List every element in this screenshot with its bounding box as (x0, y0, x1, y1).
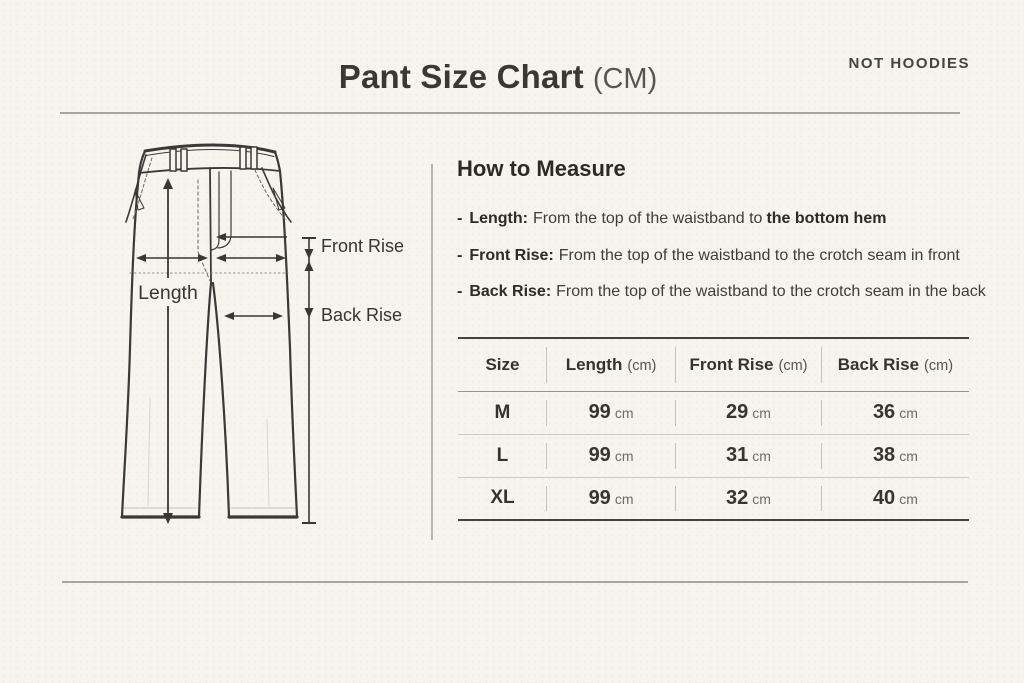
measure-item-back-rise (457, 283, 986, 301)
measure-item-label: Front Rise: (469, 247, 554, 264)
right-pocket-opening (262, 168, 291, 222)
center-front-seam (210, 168, 211, 283)
left-side-seam (122, 151, 145, 517)
measure-item-text: From the top of the waistband to the crotch seam in front (558, 247, 960, 264)
how-to-measure-heading: How to Measure (457, 156, 626, 181)
pants-diagram (88, 128, 433, 553)
bullet-dash: - (457, 210, 463, 227)
page-title: Pant Size Chart (338, 58, 584, 95)
measure-item-front-rise (457, 247, 960, 265)
front-rise-cell: 31 cm (675, 434, 822, 477)
table-row-m (458, 391, 969, 434)
measure-item-label: Length: (469, 210, 528, 227)
table-row-l (458, 434, 969, 477)
bullet-dash: - (457, 247, 463, 264)
header-divider (60, 112, 960, 114)
back-rise-cell: 40 cm (872, 486, 918, 509)
size-cell: L (458, 434, 547, 477)
front-rise-cell: 32 cm (675, 477, 822, 520)
fly-stitch-inner (211, 172, 219, 250)
back-rise-cell: 38 cm (872, 444, 918, 466)
length-cell: 99 cm (547, 434, 675, 477)
column-header-length: Length (cm) (547, 338, 675, 391)
length-label: Length (138, 282, 198, 304)
left-inseam (199, 283, 211, 517)
column-header-size: Size (458, 338, 547, 391)
front-rise-cell: 29 cm (675, 391, 822, 434)
back-rise-cell: 36 cm (872, 401, 918, 423)
measure-item-length (457, 210, 886, 228)
bullet-dash: - (457, 283, 463, 300)
measure-item-text: From the top of the waistband to the crotch seam in the back (556, 283, 986, 300)
table-row-xl (458, 477, 969, 520)
back-rise-label: Back Rise (321, 305, 403, 325)
size-table (458, 337, 969, 521)
page-title-unit: (CM) (592, 63, 658, 95)
footer-divider (62, 581, 968, 583)
measure-item-label: Back Rise: (469, 283, 552, 300)
column-header-front-rise: Front Rise (cm) (675, 338, 822, 391)
size-cell: XL (458, 477, 547, 520)
measure-item-text: From the top of the waistband to (532, 210, 763, 227)
section-divider (431, 164, 433, 540)
brand-wordmark: NOT HOODIES (848, 55, 970, 72)
length-cell: 99 cm (547, 391, 675, 434)
right-inseam (213, 283, 229, 517)
measure-item-bold-tail: the bottom hem (766, 210, 887, 227)
front-rise-label: Front Rise (321, 236, 405, 256)
size-cell: M (458, 391, 547, 434)
size-table-header-row (458, 338, 969, 391)
column-header-back-rise: Back Rise (cm) (837, 354, 954, 374)
length-cell: 99 cm (547, 477, 675, 520)
